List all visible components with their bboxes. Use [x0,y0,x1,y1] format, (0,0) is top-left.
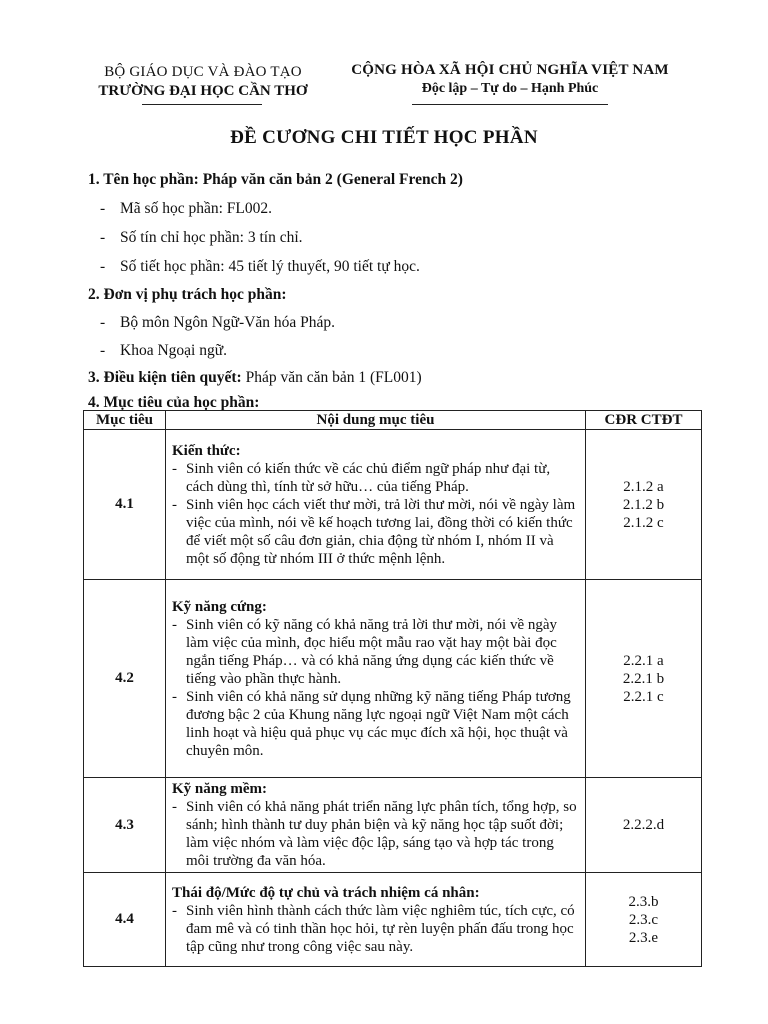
outcome-code: 2.3.e [628,929,659,946]
table-row [84,873,702,967]
outcome-codes [586,873,702,967]
prerequisite-label: 3. Điều kiện tiên quyết: [88,369,242,386]
section-2-heading: 2. Đơn vị phụ trách học phần: [88,286,287,303]
column-header: Nội dung mục tiêu [166,411,586,430]
objective-content [166,873,586,967]
list-item: - Sinh viên có khả năng phát triển năng lực phân tích, tổng hợp, so sánh; hình thành tư duy phản biện và kỹ năng học tập suốt đời; làm việc nhóm và làm việc độc lập, sáng tạo và hợp tác trong môi trường đa văn hóa. [172,799,577,869]
national-motto: Độc lập – Tự do – Hạnh Phúc [421,81,599,96]
outcome-code: 2.2.1 c [623,688,664,705]
table-row [84,580,702,778]
national-header [340,62,680,97]
outcome-code: 2.1.2 a [623,478,664,495]
outcome-code: 2.3.b [628,893,659,910]
objective-content [166,778,586,873]
course-code: Mã số học phần: FL002. [120,200,272,217]
objective-id: 4.3 [84,778,166,873]
objectives-table [83,410,702,967]
ministry-header [78,64,328,100]
objective-category: Thái độ/Mức độ tự chủ và trách nhiệm cá nhân: [172,884,480,901]
table-header-row [84,411,702,430]
department: Bộ môn Ngôn Ngữ-Văn hóa Pháp. [120,314,336,331]
list-item: - Khoa Ngoại ngữ. [100,342,227,359]
periods: Số tiết học phần: 45 tiết lý thuyết, 90 tiết tự học. [120,258,420,275]
country-name: CỘNG HÒA XÃ HỘI CHỦ NGHĨA VIỆT NAM [351,62,669,78]
list-item: - Sinh viên có khả năng sử dụng những kỹ năng tiếng Pháp tương đương bậc 2 của Khung năng lực ngoại ngữ Việt Nam một cách linh hoạt và hiệu quả phục vụ các mục đích xã hội, học thuật và chuyên môn. [172,688,571,759]
outcome-code: 2.1.2 c [623,514,664,531]
objective-category: Kỹ năng mềm: [172,781,267,797]
column-header: CĐR CTĐT [586,411,702,430]
objective-content [166,580,586,778]
objective-id: 4.1 [84,430,166,580]
outcome-codes [586,778,702,873]
list-item: - Sinh viên hình thành cách thức làm việc nghiêm túc, tích cực, có đam mê và có tinh thần học hỏi, tự rèn luyện phấn đấu trong học tập cũng như trong công việc sau này. [172,902,575,955]
header-divider-right [412,104,608,105]
objective-category: Kiến thức: [172,442,241,459]
outcome-code: 2.2.1 a [623,652,664,669]
outcome-code: 2.3.c [628,911,659,928]
list-item: - Sinh viên có kỹ năng có khả năng trả lời thư mời, nói về ngày làm việc của mình, đọc hiểu một mẫu rao vặt hay một bài đọc ngắn tiếng Pháp… và có khả năng ứng dụng các kiến thức về tiếng vào phần thực hành. [172,616,558,687]
section-3-heading [88,369,422,387]
objective-id: 4.4 [84,873,166,967]
list-item: - Mã số học phần: FL002. [100,200,272,217]
outcome-code: 2.1.2 b [622,496,665,513]
outcome-code: 2.2.1 b [622,670,665,687]
table-row [84,430,702,580]
list-item: - Sinh viên có kiến thức về các chủ điểm ngữ pháp như đại từ, cách dùng thì, tính từ sở hữu… của tiếng Pháp. [172,460,551,495]
objective-id: 4.2 [84,580,166,778]
prerequisite-value: Pháp văn căn bản 1 (FL001) [245,369,422,386]
faculty: Khoa Ngoại ngữ. [120,342,227,359]
section-1-heading: 1. Tên học phần: Pháp văn căn bản 2 (General French 2) [88,171,463,188]
outcome-codes [586,430,702,580]
document-title: ĐỀ CƯƠNG CHI TIẾT HỌC PHẦN [230,127,538,148]
column-header: Mục tiêu [84,411,166,430]
table-row [84,778,702,873]
outcome-codes [586,580,702,778]
credits: Số tín chỉ học phần: 3 tín chỉ. [120,229,303,246]
objective-content [166,430,586,580]
section-4-heading: 4. Mục tiêu của học phần: [88,394,260,411]
list-item: - Số tiết học phần: 45 tiết lý thuyết, 90 tiết tự học. [100,258,420,275]
outcome-code: 2.2.2.d [622,817,665,833]
list-item: - Số tín chỉ học phần: 3 tín chỉ. [100,229,303,246]
list-item: - Sinh viên học cách viết thư mời, trả lời thư mời, nói về ngày làm việc của mình, nói về kế hoạch tương lai, đồng thời có kiến thức để viết một số câu đơn giản, chia động từ nhóm I, nhóm II và một số động từ nhóm III ở thức mệnh lệnh. [172,496,576,567]
header-divider-left [142,104,262,105]
list-item: - Bộ môn Ngôn Ngữ-Văn hóa Pháp. [100,314,336,331]
university-name: TRƯỜNG ĐẠI HỌC CẦN THƠ [98,83,308,99]
ministry-name: BỘ GIÁO DỤC VÀ ĐÀO TẠO [104,64,302,80]
objective-category: Kỹ năng cứng: [172,598,267,615]
